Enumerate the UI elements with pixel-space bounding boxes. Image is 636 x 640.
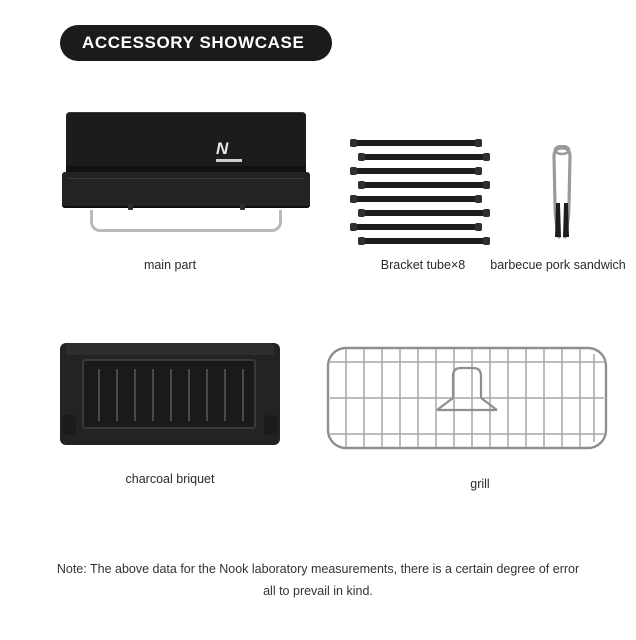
tube-cap-icon: [483, 153, 490, 161]
tube-cap-icon: [350, 139, 357, 147]
bracket-tube: [352, 224, 480, 230]
bracket-tube: [352, 140, 480, 146]
product-image-bracket-tubes: [350, 140, 490, 248]
tray-rib: [134, 369, 136, 421]
tray-rib: [98, 369, 100, 421]
tray-foot-left: [62, 415, 76, 435]
tray-rib: [188, 369, 190, 421]
tube-cap-icon: [483, 209, 490, 217]
tube-cap-icon: [358, 153, 365, 161]
bracket-tube: [360, 210, 488, 216]
footnote-line-1: Note: The above data for the Nook laboratory measurements, there is a certain degree of error: [56, 562, 580, 576]
page-title-pill: [60, 25, 332, 61]
caption-bracket-tube: Bracket tube×8: [380, 258, 466, 272]
caption-main-part: main part: [143, 258, 197, 272]
brand-logo-text: N: [216, 139, 229, 158]
tube-cap-icon: [350, 167, 357, 175]
bracket-tube: [352, 168, 480, 174]
caption-tongs: barbecue pork sandwich: [490, 258, 626, 272]
brand-logo: [216, 140, 246, 162]
main-part-stand-area: [62, 208, 310, 236]
tray-foot-right: [264, 415, 278, 435]
main-part-lid: [66, 112, 306, 174]
main-part-peg-right: [240, 203, 245, 210]
brand-logo-underline: [216, 159, 242, 162]
footnote-line-2: all to prevail in kind.: [263, 584, 373, 598]
tray-rib: [242, 369, 244, 421]
main-part-wire-stand: [90, 210, 282, 232]
tray-inner-basin: [82, 359, 256, 429]
tube-cap-icon: [358, 237, 365, 245]
tray-rib: [170, 369, 172, 421]
tube-cap-icon: [475, 139, 482, 147]
caption-grill: grill: [470, 477, 490, 491]
tube-cap-icon: [475, 167, 482, 175]
page-title: ACCESSORY SHOWCASE: [82, 33, 305, 52]
tray-top-lip: [66, 343, 274, 355]
caption-charcoal-briquet: charcoal briquet: [125, 472, 215, 486]
bracket-tube: [360, 154, 488, 160]
tray-rib: [116, 369, 118, 421]
bracket-tube: [360, 238, 488, 244]
main-part-body: [62, 172, 310, 208]
product-image-tongs: [545, 145, 579, 240]
tube-cap-icon: [483, 237, 490, 245]
tray-rib: [224, 369, 226, 421]
tray-rib: [152, 369, 154, 421]
tube-cap-icon: [350, 223, 357, 231]
tube-cap-icon: [358, 209, 365, 217]
tongs-icon: [545, 145, 579, 240]
bracket-tube: [360, 182, 488, 188]
tray-rib: [206, 369, 208, 421]
tube-cap-icon: [475, 223, 482, 231]
main-part-peg-left: [128, 203, 133, 210]
grill-grate-icon: [325, 340, 609, 458]
product-image-main-part: [62, 112, 310, 237]
bracket-tube: [352, 196, 480, 202]
tube-cap-icon: [350, 195, 357, 203]
product-image-grill: [325, 340, 609, 458]
tube-cap-icon: [358, 181, 365, 189]
tube-cap-icon: [483, 181, 490, 189]
product-image-charcoal-briquet: [60, 343, 280, 453]
tube-cap-icon: [475, 195, 482, 203]
footnote: [0, 558, 636, 602]
